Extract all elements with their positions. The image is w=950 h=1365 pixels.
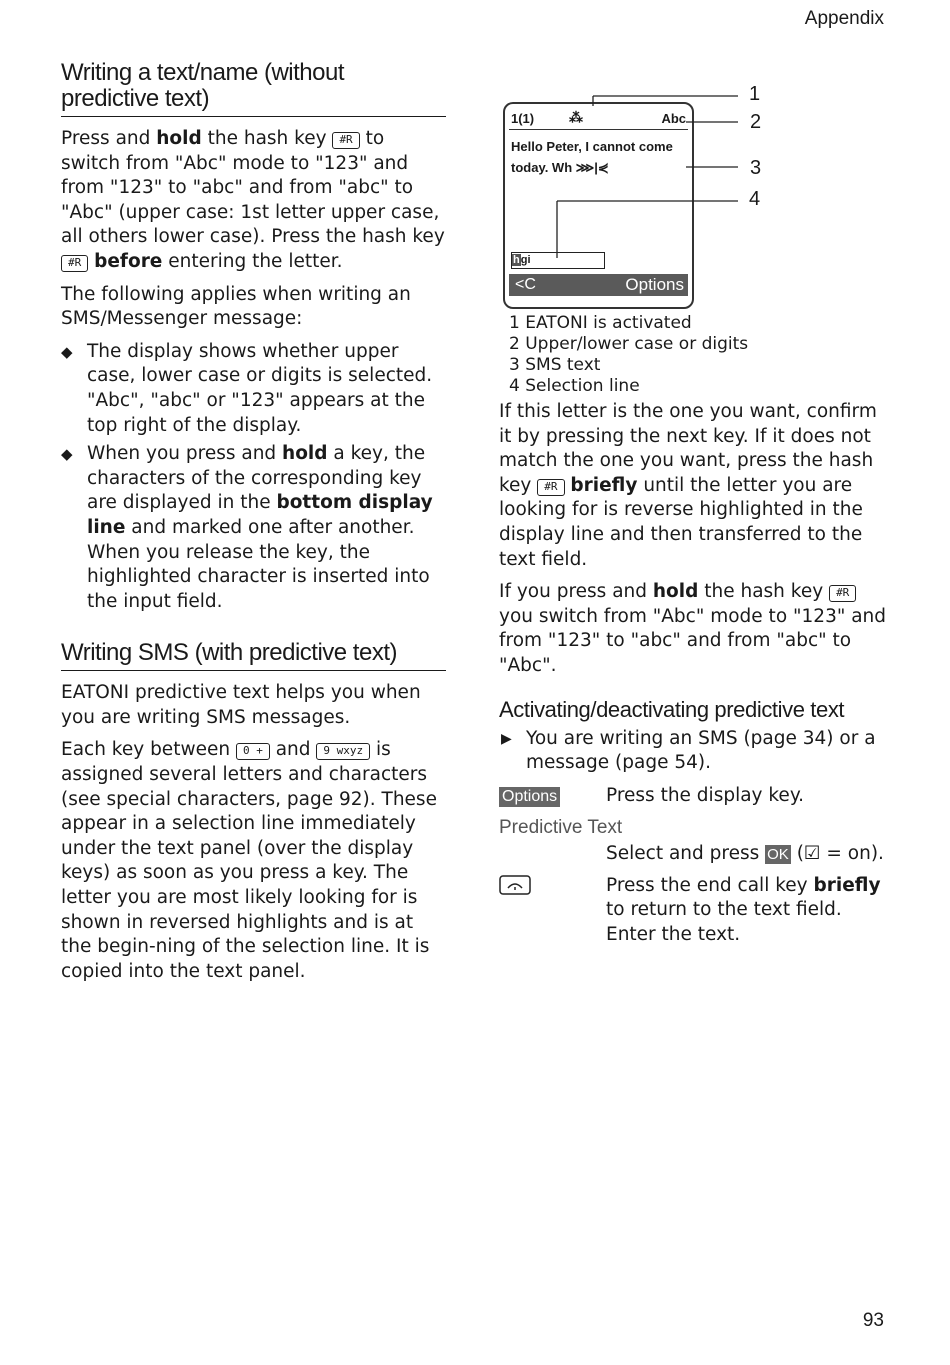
list-item: ◆ When you press and hold a key, the characters of the corresponding key are displayed in the bottom display line and marked one after another. When you release the key, the highlighted character is inserted into the input field. bbox=[61, 443, 433, 612]
eatoni-icon: ⁂ bbox=[569, 109, 583, 125]
paragraph-hash-key: Press and hold the hash key #R to switch from "Abc" mode to "123" and from "123" to "abc" and from "abc" to "Abc" (upper case: 1st letter upper case, all others lower case). Press the hash key #R before entering the letter. bbox=[61, 128, 445, 272]
legend-item: 4 Selection line bbox=[509, 376, 640, 396]
bullet-list bbox=[61, 340, 446, 615]
diamond-bullet-icon: ◆ bbox=[61, 445, 73, 464]
running-header: Appendix bbox=[804, 8, 884, 29]
list-item: ◆ The display shows whether upper case, lower case or digits is selected. "Abc", "abc" or "123" appears at the top right of the display. bbox=[61, 340, 433, 436]
selection-line: hgi bbox=[511, 252, 605, 269]
legend-item: 1 EATONI is activated bbox=[509, 313, 692, 333]
ok-key: OK bbox=[767, 845, 789, 863]
diamond-bullet-icon: ◆ bbox=[61, 342, 73, 361]
checkbox-checked-icon: ☑ bbox=[803, 842, 821, 864]
back-softkey: <C bbox=[515, 276, 536, 293]
cursor-icon: ⋙|⋞ bbox=[572, 160, 609, 175]
step-options: Options Press the display key. bbox=[499, 784, 889, 810]
case-mode-indicator: Abc bbox=[661, 111, 686, 126]
step-precondition: ▶ You are writing an SMS (page 34) or a message (page 54). bbox=[501, 727, 876, 774]
menu-item-predictive-text: Predictive Text bbox=[499, 816, 623, 838]
paragraph-hold-hash: If you press and hold the hash key #R you switch from "Abc" mode to "123" and from "123" to "abc" and from "abc" to "Abc". bbox=[499, 581, 887, 676]
heading-writing-sms: Writing SMS (with predictive text) bbox=[61, 640, 446, 671]
sms-text-line-1: Hello Peter, I cannot come bbox=[511, 139, 673, 154]
paragraph-sms-applies: The following applies when writing an SMS/Messenger message: bbox=[61, 283, 411, 330]
hash-key-icon: #R bbox=[61, 255, 88, 272]
paragraph-keys: Each key between 0 + and 9 wxyz is assigned several letters and characters (see special characters, page 92). These appear in a selection line immediately under the text panel (over the display keys) as soon as you press a key. The letter you are most likely looking for is shown in reversed highlights and is at the begin-ning of the selection line. It is copied into the text panel. bbox=[61, 739, 437, 982]
phone-display-figure bbox=[503, 102, 694, 309]
divider bbox=[509, 129, 688, 130]
step-end-call: Press the end call key briefly to return to the text field. Enter the text. bbox=[499, 874, 889, 948]
step-select: Select and press OK (☑ = on). bbox=[606, 842, 884, 864]
hash-key-icon: #R bbox=[332, 132, 359, 149]
callout-number-3: 3 bbox=[750, 157, 762, 179]
end-call-key-icon bbox=[499, 874, 531, 904]
heading-activating: Activating/deactivating predictive text bbox=[499, 696, 845, 722]
options-softkey: Options bbox=[625, 275, 684, 294]
callout-number-4: 4 bbox=[749, 188, 761, 210]
paragraph-confirm-letter: If this letter is the one you want, confirm it by pressing the next key. If it does not match the one you want, press the hash key #R briefly until the letter you are looking for is reverse highlighted in the display line and then transferred to the text field. bbox=[499, 401, 877, 570]
legend-item: 3 SMS text bbox=[509, 355, 601, 375]
callout-number-1: 1 bbox=[749, 83, 761, 105]
message-counter: 1(1) bbox=[511, 111, 535, 126]
heading-writing-text: Writing a text/name (without predictive text) bbox=[61, 60, 446, 117]
legend-item: 2 Upper/lower case or digits bbox=[509, 334, 749, 354]
left-column bbox=[61, 60, 446, 992]
figure-legend bbox=[509, 313, 748, 397]
options-display-key: Options bbox=[499, 787, 560, 807]
callout-number-2: 2 bbox=[750, 111, 762, 133]
arrow-right-icon: ▶ bbox=[501, 730, 512, 747]
nine-key-icon: 9 wxyz bbox=[316, 743, 370, 760]
hash-key-icon: #R bbox=[829, 585, 856, 602]
zero-key-icon: 0 + bbox=[236, 743, 270, 760]
right-column bbox=[499, 400, 889, 954]
page-number: 93 bbox=[862, 1310, 884, 1331]
softkey-bar bbox=[509, 274, 688, 296]
sms-text-line-2: today. Wh ⋙|⋞ bbox=[511, 160, 609, 175]
paragraph-eatoni: EATONI predictive text helps you when you are writing SMS messages. bbox=[61, 682, 421, 728]
hash-key-icon: #R bbox=[537, 479, 564, 496]
highlighted-letter: h bbox=[513, 254, 520, 266]
